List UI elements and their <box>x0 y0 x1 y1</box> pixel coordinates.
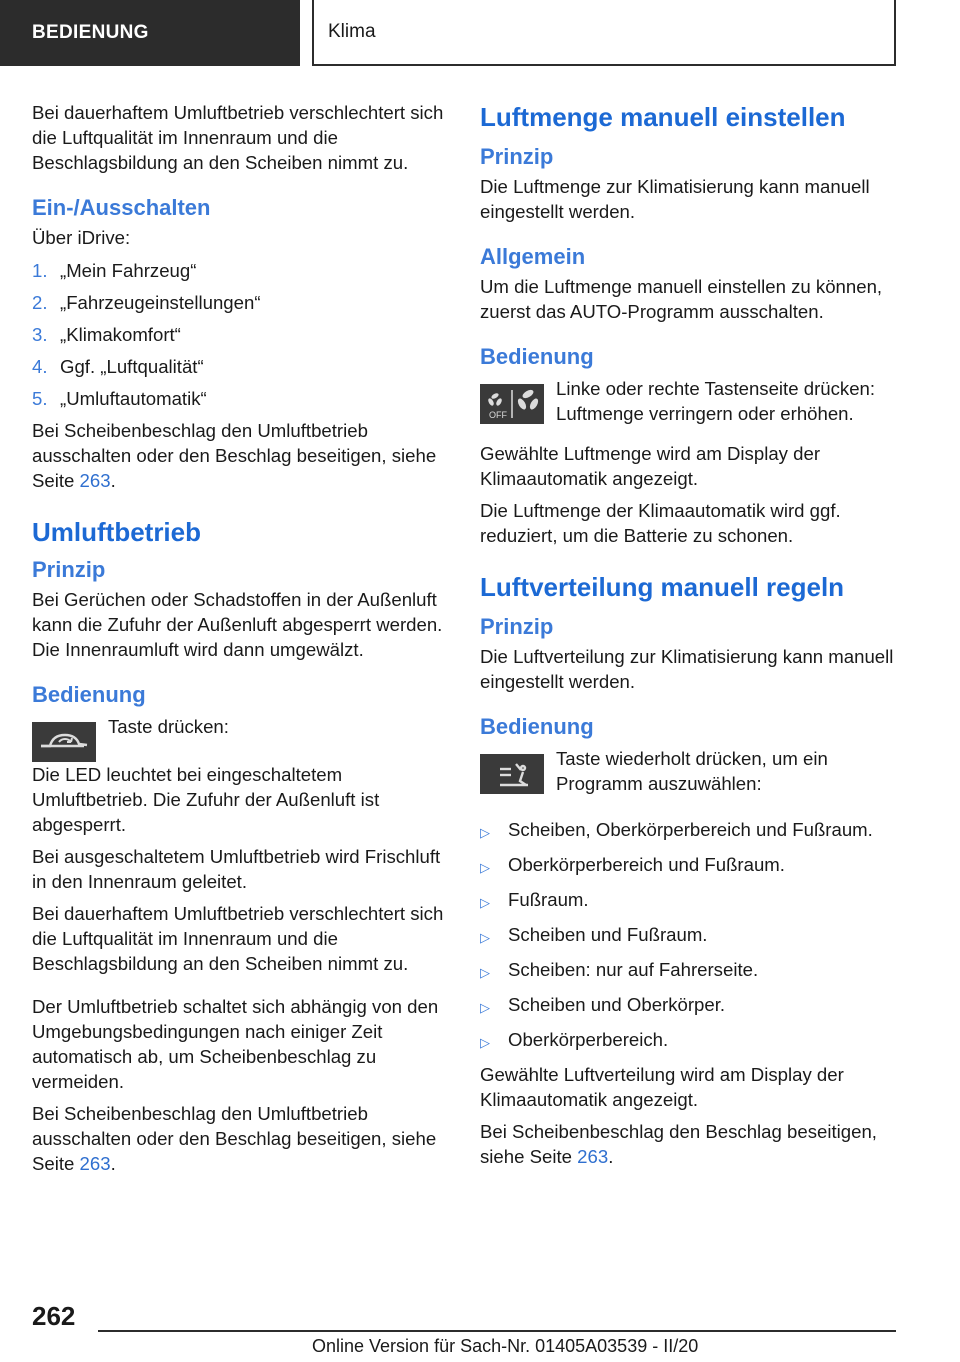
luftmenge-prinzip-text: Die Luftmenge zur Klimatisierung kann manuell eingestellt werden. <box>480 176 870 222</box>
distribution-program-list <box>480 817 900 1055</box>
list-item <box>480 957 900 985</box>
step-text: „Mein Fahrzeug“ <box>60 260 197 281</box>
triangle-bullet-icon: ▷ <box>480 825 490 840</box>
program-text: Scheiben, Oberkörperbereich und Fußraum. <box>508 819 873 840</box>
list-item <box>480 922 900 950</box>
air-distribution-icon <box>480 754 544 794</box>
onoff-lead: Über iDrive: <box>32 227 131 248</box>
fan-speed-icon <box>480 384 544 424</box>
triangle-bullet-icon: ▷ <box>480 930 490 945</box>
umluft-prinzip-text: Bei Gerüchen oder Schadstoffen in der Außenluft kann die Zufuhr der Außenluft abgesperrt werden. Die Innenraumluft wird dann umgewälzt. <box>32 589 443 660</box>
auto-off-text: Der Umluftbetrieb schaltet sich abhängig von den Umgebungsbedingungen nach einiger Zeit automatisch ab, um Scheibenbeschlag zu vermeiden. <box>32 996 439 1092</box>
note-text: Bei Scheibenbeschlag den Umluftbetrieb ausschalten oder den Beschlag beseitigen, siehe Seite <box>32 1103 437 1174</box>
step-text: „Umluftautomatik“ <box>60 388 207 409</box>
right-column <box>480 100 900 1176</box>
list-item <box>480 887 900 915</box>
luftmenge-allgemein-text: Um die Luftmenge manuell einstellen zu können, zuerst das AUTO-Programm ausschalten. <box>480 276 883 322</box>
step-number: 5. <box>32 388 48 409</box>
led-text: Die LED leuchtet bei eingeschaltetem Umluftbetrieb. Die Zufuhr der Außenluft ist abgesperrt. <box>32 764 380 835</box>
intro-paragraph: Bei dauerhaftem Umluftbetrieb verschlechtert sich die Luftqualität im Innenraum und die Beschlagsbildung an den Scheiben nimmt zu. <box>32 102 444 173</box>
page-number: 262 <box>32 1301 76 1331</box>
luftmenge-prinzip-heading: Prinzip <box>480 144 554 169</box>
step-number: 3. <box>32 324 48 345</box>
triangle-bullet-icon: ▷ <box>480 965 490 980</box>
umluft-note <box>32 1101 448 1176</box>
step-item <box>32 354 448 379</box>
page-header <box>0 0 960 66</box>
step-number: 2. <box>32 292 48 313</box>
list-item <box>480 1027 900 1055</box>
luftverteilung-heading: Luftverteilung manuell regeln <box>480 572 845 602</box>
page-reference-link[interactable]: 263 <box>79 470 111 491</box>
onoff-note <box>32 418 448 493</box>
fan-off-label: OFF <box>489 410 507 420</box>
note-end: . <box>110 1153 116 1174</box>
umluft-prinzip-heading: Prinzip <box>32 557 106 582</box>
luftverteilung-prinzip-heading: Prinzip <box>480 614 554 639</box>
note-end: . <box>608 1146 614 1167</box>
fresh-air-text: Bei ausgeschaltetem Umluftbetrieb wird Frischluft in den Innenraum geleitet. <box>32 846 441 892</box>
note-text: Bei Scheibenbeschlag den Beschlag beseitigen, siehe Seite <box>480 1121 877 1167</box>
left-column <box>32 100 448 1183</box>
luftmenge-bedienung-heading: Bedienung <box>480 344 594 369</box>
program-text: Oberkörperbereich und Fußraum. <box>508 854 785 875</box>
program-text: Scheiben und Fußraum. <box>508 924 708 945</box>
triangle-bullet-icon: ▷ <box>480 1000 490 1015</box>
program-text: Scheiben: nur auf Fahrerseite. <box>508 959 759 980</box>
step-item <box>32 290 448 315</box>
luftmenge-battery-text: Die Luftmenge der Klimaautomatik wird ggf. reduziert, um die Batterie zu schonen. <box>480 500 841 546</box>
page-reference-link[interactable]: 263 <box>577 1146 609 1167</box>
step-number: 4. <box>32 356 48 377</box>
fan-icon-row <box>480 376 900 433</box>
list-item <box>480 992 900 1020</box>
note-text: Bei Scheibenbeschlag den Umluftbetrieb ausschalten oder den Beschlag beseitigen, siehe Seite <box>32 420 437 491</box>
luftverteilung-bedienung-heading: Bedienung <box>480 714 594 739</box>
luftmenge-allgemein-heading: Allgemein <box>480 244 586 269</box>
luftverteilung-prinzip-text: Die Luftverteilung zur Klimatisierung kann manuell eingestellt werden. <box>480 646 894 692</box>
fan-icon-text: Linke oder rechte Tastenseite drücken: Luftmenge verringern oder erhöhen. <box>556 378 876 424</box>
distribution-icon-text: Taste wiederholt drücken, um ein Programm auszuwählen: <box>556 748 828 794</box>
step-number: 1. <box>32 260 48 281</box>
recirc-icon-row <box>32 714 448 762</box>
step-text: „Klimakomfort“ <box>60 324 181 345</box>
triangle-bullet-icon: ▷ <box>480 895 490 910</box>
footer-text: Online Version für Sach-Nr. 01405A03539 - II/20 <box>312 1336 699 1356</box>
page-reference-link[interactable]: 263 <box>79 1153 111 1174</box>
header-topic: Klima <box>312 0 896 66</box>
program-text: Oberkörperbereich. <box>508 1029 669 1050</box>
luftmenge-display-text: Gewählte Luftmenge wird am Display der Klimaautomatik angezeigt. <box>480 443 821 489</box>
luftverteilung-note <box>480 1119 900 1169</box>
step-text: „Fahrzeugeinstellungen“ <box>60 292 261 313</box>
list-item <box>480 852 900 880</box>
recirc-icon-text: Taste drücken: <box>108 716 229 737</box>
note-end: . <box>110 470 116 491</box>
step-item <box>32 322 448 347</box>
distribution-icon-row <box>480 746 900 803</box>
onoff-heading: Ein-/Ausschalten <box>32 195 211 220</box>
triangle-bullet-icon: ▷ <box>480 860 490 875</box>
step-text: Ggf. „Luftqualität“ <box>60 356 204 377</box>
program-text: Fußraum. <box>508 889 589 910</box>
umluft-bedienung-heading: Bedienung <box>32 682 146 707</box>
header-section: BEDIENUNG <box>0 0 300 66</box>
idrive-steps <box>32 258 448 411</box>
triangle-bullet-icon: ▷ <box>480 1035 490 1050</box>
step-item <box>32 258 448 283</box>
car-recirculation-icon <box>32 722 96 762</box>
luftmenge-heading: Luftmenge manuell einstellen <box>480 102 846 132</box>
footer-divider <box>98 1330 896 1332</box>
program-text: Scheiben und Oberkörper. <box>508 994 726 1015</box>
list-item <box>480 817 900 845</box>
umluft-heading: Umluftbetrieb <box>32 517 201 547</box>
step-item <box>32 386 448 411</box>
luftverteilung-display-text: Gewählte Luftverteilung wird am Display der Klimaautomatik angezeigt. <box>480 1064 844 1110</box>
air-quality-text: Bei dauerhaftem Umluftbetrieb verschlechtert sich die Luftqualität im Innenraum und die Beschlagsbildung an den Scheiben nimmt zu. <box>32 903 444 974</box>
